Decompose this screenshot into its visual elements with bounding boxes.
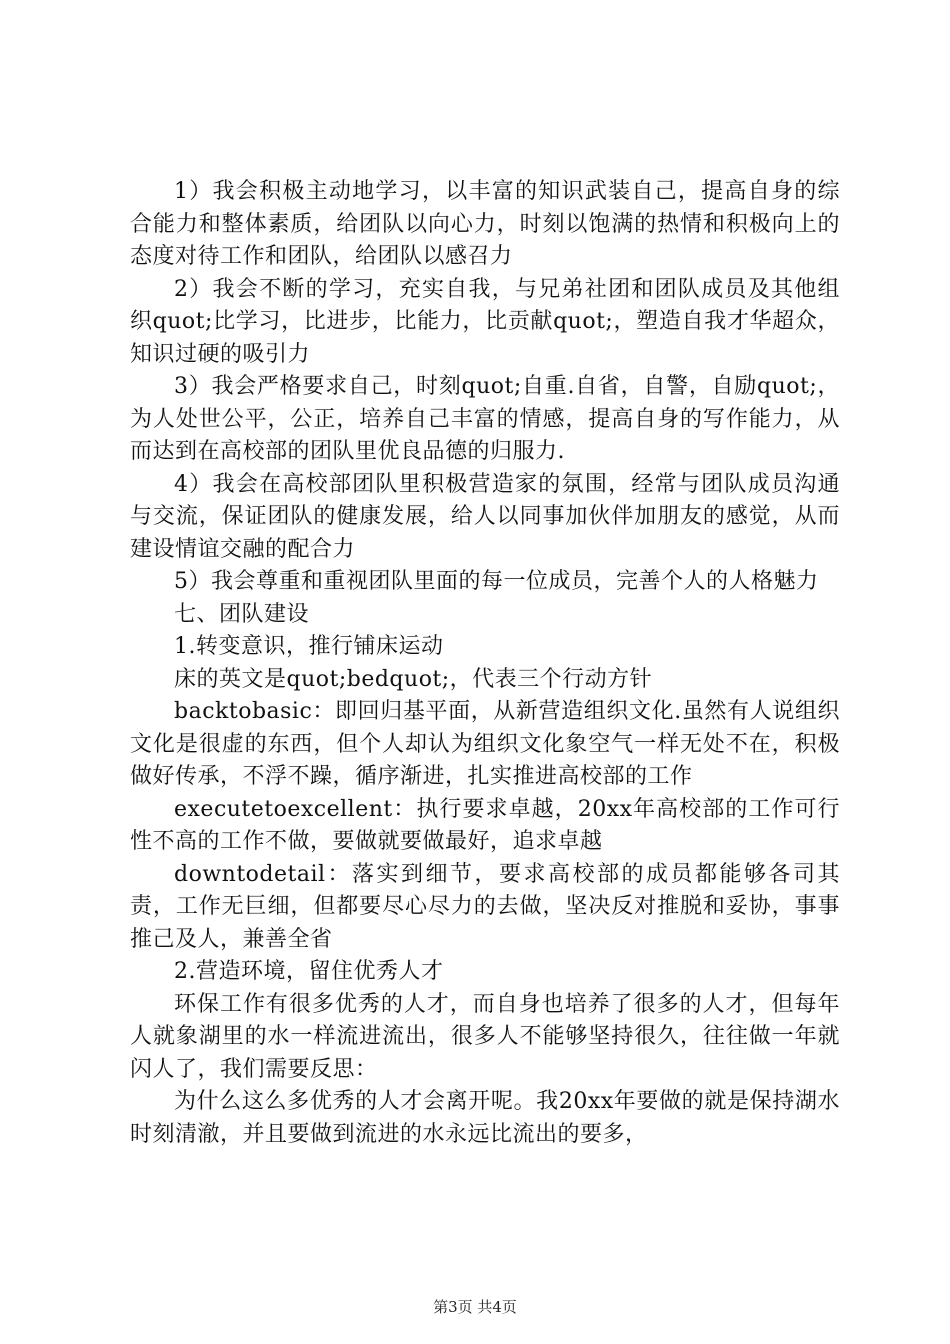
- paragraph-2: 2）我会不断的学习，充实自我，与兄弟社团和团队成员及其他组织quot;比学习，比进步，比能力，比贡献quot;，塑造自我才华超众，知识过硬的吸引力: [130, 276, 840, 367]
- paragraph-retention: 为什么这么多优秀的人才会离开呢。我20xx年要做的就是保持湖水时刻清澈，并且要做到流进的水永远比流出的要多，: [130, 1089, 840, 1147]
- page-number-footer: 第3页 共4页: [433, 1298, 517, 1316]
- section-heading-team-building: 七、团队建设: [174, 601, 310, 627]
- paragraph-execute-to-excellent: executetoexcellent：执行要求卓越，20xx年高校部的工作可行性不高的工作不做，要做就要做最好，追求卓越: [130, 796, 840, 854]
- paragraph-1: 1）我会积极主动地学习，以丰富的知识武装自己，提高自身的综合能力和整体素质，给团队以向心力，时刻以饱满的热情和积极向上的态度对待工作和团队，给团队以感召力: [130, 179, 840, 269]
- paragraph-bed-intro: 床的英文是quot;bedquot;，代表三个行动方针: [174, 666, 653, 692]
- paragraph-4: 4）我会在高校部团队里积极营造家的氛围，经常与团队成员沟通与交流，保证团队的健康发展，给人以同事加伙伴加朋友的感觉，从而建设情谊交融的配合力: [130, 471, 840, 562]
- document-body: [130, 176, 840, 1151]
- paragraph-back-to-basic: backtobasic：即回归基平面，从新营造组织文化.虽然有人说组织文化是很虚的东西，但个人却认为组织文化象空气一样无处不在，积极做好传承，不浮不躁，循序渐进，扎实推进高校部的工作: [130, 699, 840, 789]
- paragraph-down-to-detail: downtodetail：落实到细节，要求高校部的成员都能够各司其责，工作无巨细，但都要尽心尽力的去做，坚决反对推脱和妥协，事事推己及人，兼善全省: [130, 861, 840, 952]
- paragraph-talent: 环保工作有很多优秀的人才，而自身也培养了很多的人才，但每年人就象湖里的水一样流进流出，很多人不能够坚持很久，往往做一年就闪人了，我们需要反思：: [130, 991, 840, 1082]
- paragraph-3: 3）我会严格要求自己，时刻quot;自重.自省，自警，自励quot;，为人处世公平，公正，培养自己丰富的情感，提高自身的写作能力，从而达到在高校部的团队里优良品德的归服力.: [130, 374, 840, 464]
- paragraph-5: 5）我会尊重和重视团队里面的每一位成员，完善个人的人格魅力: [174, 569, 819, 594]
- subheading-1: 1.转变意识，推行铺床运动: [174, 634, 444, 659]
- subheading-2: 2.营造环境，留住优秀人才: [174, 959, 444, 984]
